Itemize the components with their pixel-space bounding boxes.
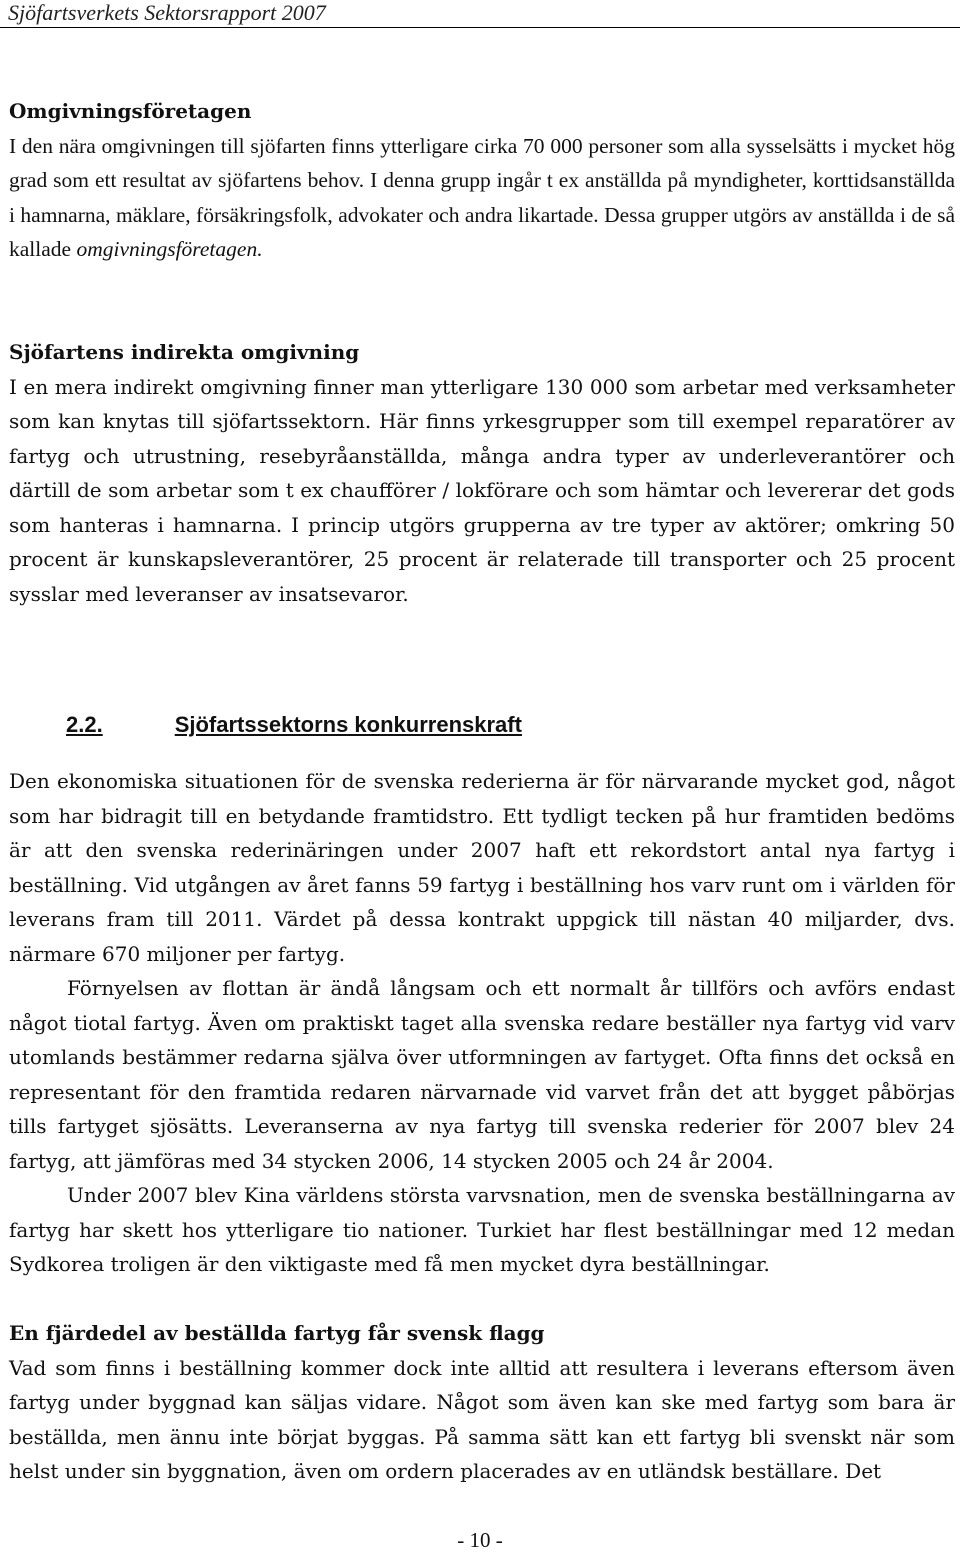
section-omgivningsforetagen bbox=[9, 94, 955, 267]
chapter-body bbox=[9, 764, 955, 1282]
section-paragraph: I en mera indirekt omgivning finner man ytterligare 130 000 som arbetar med verksamheter som kan knytas till sjöfartssektorn. Här finns yrkesgrupper som till exempel reparatörer av fartyg och utrustning, resebyråanställda, många andra typer av underleverantörer och därtill de som arbetar som t ex chaufförer / lokförare och som hämtar och levererar det gods som hanteras i hamnarna. I princip utgörs grupperna av tre typer av aktörer; omkring 50 procent är kunskapsleverantörer, 25 procent är relaterade till transporter och 25 procent sysslar med leveranser av insatsevaror. bbox=[9, 374, 955, 606]
section-heading: Omgivningsföretagen bbox=[9, 99, 252, 123]
italic-term: omgivningsföretagen. bbox=[76, 237, 263, 261]
chapter-title: Sjöfartssektorns konkurrenskraft bbox=[174, 712, 522, 737]
body-paragraph: Den ekonomiska situationen för de svenska rederierna är för närvarande mycket god, något som har bidragit till en betydande framtidstro. Ett tydligt tecken på hur framtiden bedöms är att den svenska rederinäringen under 2007 haft ett rekordstort antal nya fartyg i beställning. Vid utgången av året fanns 59 fartyg i beställning hos varv runt om i världen för leverans fram till 2011. Värdet på dessa kontrakt uppgick till nästan 40 miljarder, dvs. närmare 670 miljoner per fartyg. bbox=[9, 769, 955, 966]
body-paragraph: Under 2007 blev Kina världens största varvsnation, men de svenska beställningarna av fartyg har skett hos ytterligare tio nationer. Turkiet har flest beställningar med 12 medan Sydkorea troligen är den viktigaste med få men mycket dyra beställningar. bbox=[9, 1183, 955, 1276]
paragraph-text: I den nära omgivningen till sjöfarten finns ytterligare cirka 70 000 personer som alla sysselsätts i mycket hög grad som ett resultat av sjöfartens behov. I denna grupp ingår t ex anställda på myndigheter, korttidsanställda i hamnarna, mäklare, försäkringsfolk, advokater och andra likartade. bbox=[9, 133, 955, 227]
paragraph-text-continued: Dessa grupper utgörs av anställda i de så kallade bbox=[9, 202, 955, 261]
running-header: Sjöfartsverkets Sektorsrapport 2007 bbox=[0, 0, 960, 28]
section-paragraph bbox=[9, 129, 955, 267]
section-heading: Sjöfartens indirekta omgivning bbox=[9, 340, 360, 364]
section-fjardedel bbox=[9, 1316, 955, 1489]
chapter-number: 2.2. bbox=[66, 712, 103, 737]
page-number: - 10 - bbox=[457, 1528, 503, 1552]
section-heading: En fjärdedel av beställda fartyg får svensk flagg bbox=[9, 1321, 545, 1345]
section-paragraph: Vad som finns i beställning kommer dock inte alltid att resultera i leverans eftersom även fartyg under byggnad kan säljas vidare. Något som även kan ske med fartyg som bara är beställda, men ännu inte börjat byggas. På samma sätt kan ett fartyg bli svenskt när som helst under sin byggnation, även om ordern placerades av en utländsk beställare. Det bbox=[9, 1355, 955, 1483]
chapter-heading bbox=[66, 708, 522, 742]
body-paragraph: Förnyelsen av flottan är ändå långsam och ett normalt år tillförs och avförs endast något tiotal fartyg. Även om praktiskt taget alla svenska redare beställer nya fartyg vid varv utomlands bestämmer redarna själva över utformningen av fartyget. Ofta finns det också en representant för den framtida redaren närvarnade vid varvet från det att bygget påbörjas tills fartyget sjösätts. Leveranserna av nya fartyg till svenska rederier för 2007 blev 24 fartyg, att jämföras med 34 stycken 2006, 14 stycken 2005 och 24 år 2004. bbox=[9, 976, 955, 1173]
section-indirekta-omgivning bbox=[9, 335, 955, 611]
